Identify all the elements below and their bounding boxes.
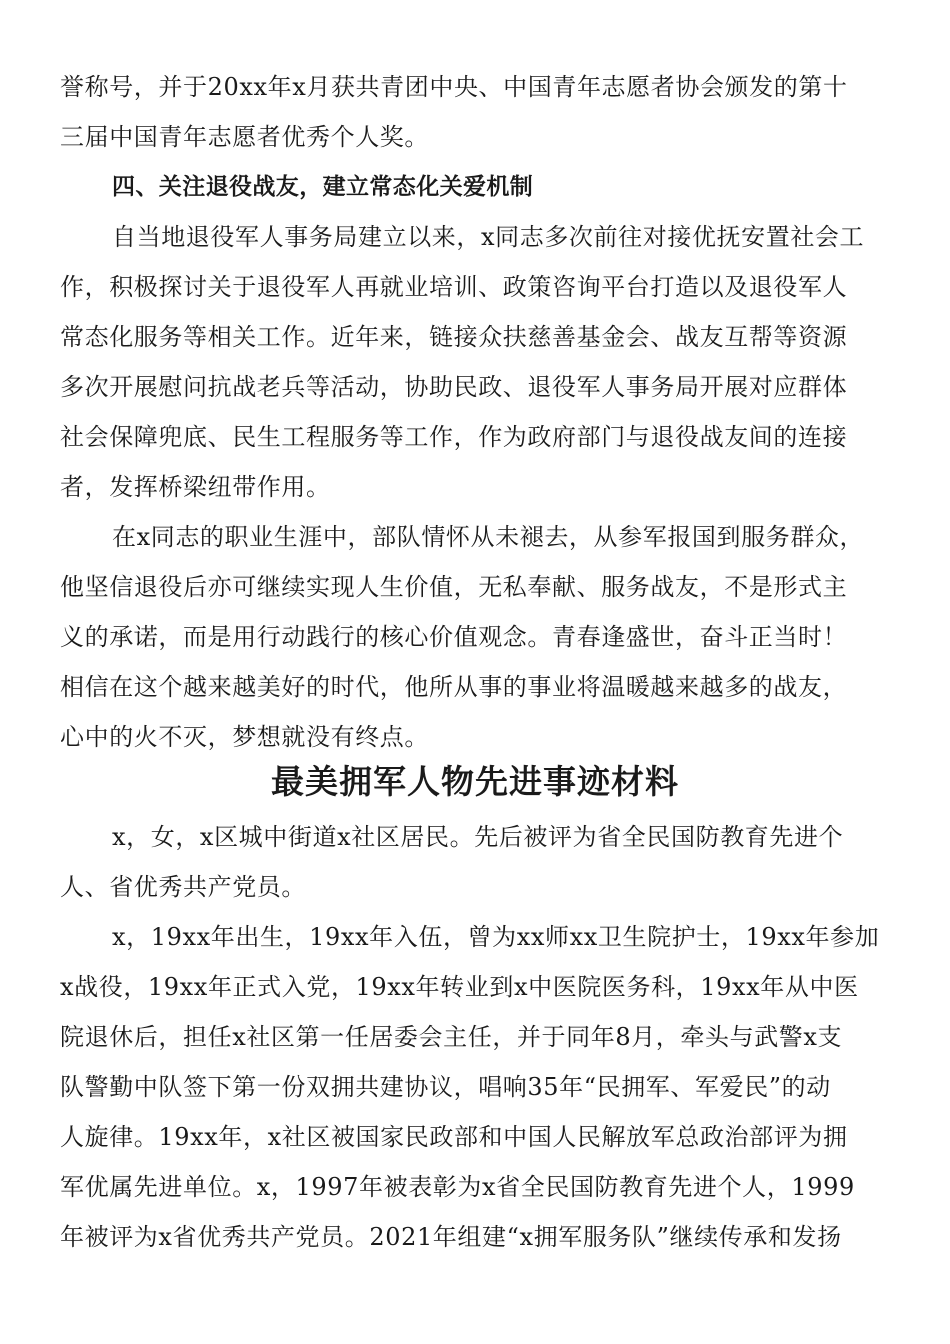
section-heading: 四、关注退役战友，建立常态化关爱机制	[112, 174, 534, 200]
text-line: 院退休后，担任x社区第一任居委会主任，并于同年8月，牵头与武警x支	[60, 1023, 843, 1051]
text-line: 自当地退役军人事务局建立以来，x同志多次前往对接优抚安置社会工	[112, 223, 865, 251]
text-line: 义的承诺，而是用行动践行的核心价值观念。青春逢盛世，奋斗正当时！	[60, 623, 848, 651]
text-line: 人、省优秀共产党员。	[60, 873, 306, 901]
text-line: 作，积极探讨关于退役军人再就业培训、政策咨询平台打造以及退役军人	[60, 273, 848, 301]
text-line: 他坚信退役后亦可继续实现人生价值，无私奉献、服务战友，不是形式主	[60, 573, 848, 601]
text-line: 心中的火不灭，梦想就没有终点。	[60, 723, 429, 751]
text-line: 相信在这个越来越美好的时代，他所从事的事业将温暖越来越多的战友，	[60, 673, 848, 701]
text-line: 人旋律。19xx年，x社区被国家民政部和中国人民解放军总政治部评为拥	[60, 1123, 848, 1151]
text-line: 三届中国青年志愿者优秀个人奖。	[60, 123, 429, 151]
text-line: x战役，19xx年正式入党，19xx年转业到x中医院医务科，19xx年从中医	[60, 973, 859, 1001]
text-line: 多次开展慰问抗战老兵等活动，协助民政、退役军人事务局开展对应群体	[60, 373, 848, 401]
document-title: 最美拥军人物先进事迹材料	[271, 762, 679, 801]
text-line: 常态化服务等相关工作。近年来，链接众扶慈善基金会、战友互帮等资源	[60, 323, 848, 351]
text-line: 者，发挥桥梁纽带作用。	[60, 473, 331, 501]
text-line: x，19xx年出生，19xx年入伍，曾为xx师xx卫生院护士，19xx年参加	[112, 923, 880, 951]
text-line: x，女，x区城中街道x社区居民。先后被评为省全民国防教育先进个	[112, 823, 844, 851]
text-line: 军优属先进单位。x，1997年被表彰为x省全民国防教育先进个人，1999	[60, 1173, 855, 1201]
text-line: 年被评为x省优秀共产党员。2021年组建“x拥军服务队”继续传承和发扬	[60, 1223, 842, 1251]
text-line: 誉称号，并于20xx年x月获共青团中央、中国青年志愿者协会颁发的第十	[60, 73, 848, 101]
text-line: 队警勤中队签下第一份双拥共建协议，唱响35年“民拥军、军爱民”的动	[60, 1073, 831, 1101]
text-line: 在x同志的职业生涯中，部队情怀从未褪去，从参军报国到服务群众，	[112, 523, 865, 551]
text-line: 社会保障兜底、民生工程服务等工作，作为政府部门与退役战友间的连接	[60, 423, 848, 451]
